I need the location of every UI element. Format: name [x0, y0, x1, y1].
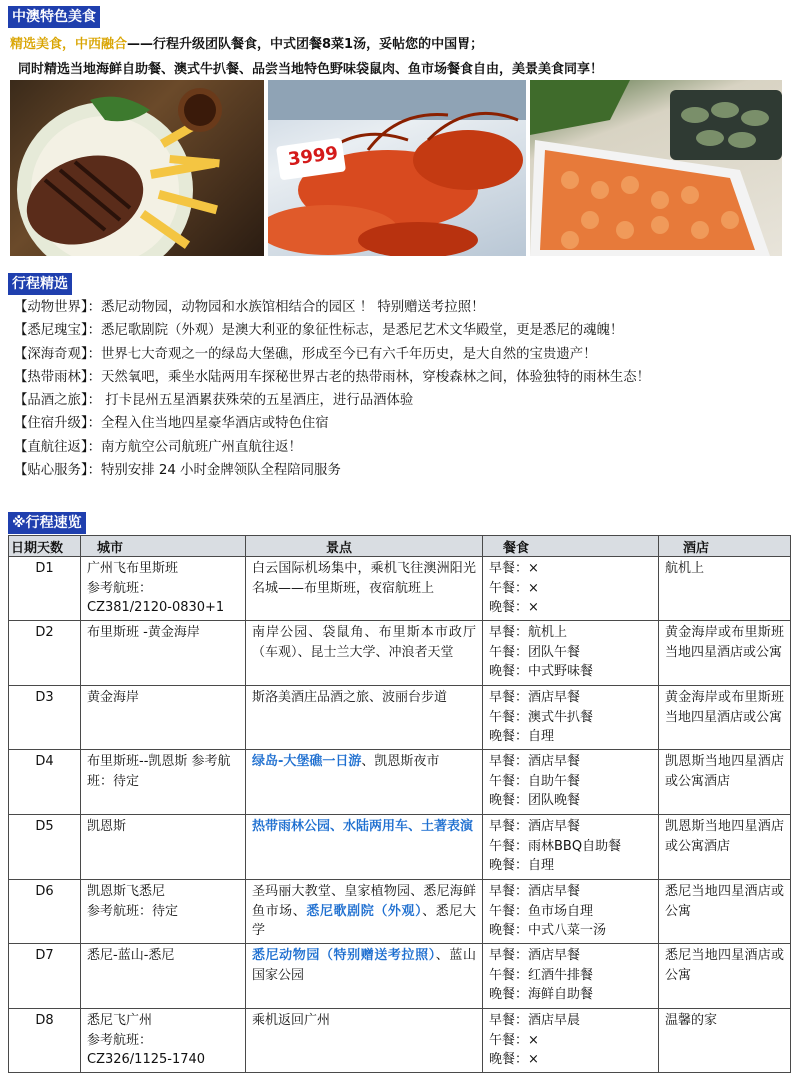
- meals-cell: [483, 621, 659, 686]
- highlights-list: [14, 296, 650, 482]
- city-line: 黄金海岸: [87, 690, 140, 705]
- city-line: 悉尼飞广州: [87, 1013, 153, 1028]
- hotel-cell: 悉尼当地四星酒店或公寓: [659, 944, 791, 1009]
- meal-line: 早餐：酒店早餐: [489, 948, 581, 963]
- list-item: 【热带雨林】：天然氧吧，乘坐水陆两用车探秘世界古老的热带雨林，穿梭森林之间，体验独特的雨林生态！: [14, 369, 651, 385]
- sights-featured: 绿岛-大堡礁一日游: [252, 754, 362, 769]
- hotel-cell: 凯恩斯当地四星酒店或公寓酒店: [659, 750, 791, 815]
- hotel-cell: 黄金海岸或布里斯班当地四星酒店或公寓: [659, 686, 791, 750]
- hotel-cell: 悉尼当地四星酒店或公寓: [659, 880, 791, 944]
- sights-cell: [246, 880, 483, 944]
- table-row: [9, 880, 791, 944]
- city-line: 广州飞布里斯班: [87, 561, 179, 576]
- sights-featured: 热带雨林公园、水陆两用车、土著表演: [252, 819, 474, 834]
- city-cell: [81, 621, 246, 686]
- header-meals: 餐食: [483, 536, 659, 557]
- city-cell: [81, 686, 246, 750]
- city-cell: [81, 815, 246, 880]
- meal-line: 早餐：航机上: [489, 625, 568, 640]
- meal-line: 晚餐：中式八菜一汤: [489, 923, 607, 939]
- sights-text: 圣玛丽大教堂、皇家植物园、悉尼海鲜鱼市场、: [252, 884, 476, 919]
- list-item: 【动物世界】：悉尼动物园，动物园和水族馆相结合的园区 ！ 特别赠送考拉照！: [14, 300, 485, 315]
- sights-cell: [246, 944, 483, 1009]
- day-cell: D5: [9, 815, 81, 880]
- food-intro-rest: ——行程升级团队餐食，中式团餐8菜1汤，妥帖您的中国胃；: [127, 37, 484, 52]
- sights-featured: 悉尼动物园（特别赠送考拉照）: [252, 948, 436, 963]
- table-header-row: [9, 536, 791, 557]
- list-item: 【深海奇观】：世界七大奇观之一的绿岛大堡礁，形成至今已有六千年历史，是大自然的宝贵遗产！: [14, 346, 597, 362]
- header-sights: 景点: [246, 536, 483, 557]
- day-cell: D2: [9, 621, 81, 686]
- day-cell: D3: [9, 686, 81, 750]
- meals-cell: [483, 880, 659, 944]
- hotel-cell: 航机上: [659, 557, 791, 621]
- header-day: 日期天数: [9, 536, 81, 557]
- hotel-cell: 温馨的家: [659, 1009, 791, 1073]
- meal-line: 早餐：酒店早餐: [489, 819, 581, 834]
- sights-cell: [246, 750, 483, 815]
- sights-text-after: 、凯恩斯夜市: [361, 754, 440, 769]
- itinerary-table: [8, 535, 791, 1073]
- sights-text: 乘机返回广州: [252, 1013, 331, 1028]
- table-row: [9, 686, 791, 750]
- meal-line: 午餐：自助午餐: [489, 773, 581, 789]
- meals-cell: [483, 1009, 659, 1073]
- city-cell: [81, 557, 246, 621]
- meal-line: 午餐：×: [489, 1032, 539, 1048]
- meals-cell: [483, 750, 659, 815]
- meal-line: 午餐：红酒牛排餐: [489, 967, 594, 983]
- meal-line: 晚餐：×: [489, 600, 539, 616]
- food-intro-line-2: 同时精选当地海鲜自助餐、澳式牛扒餐、品尝当地特色野味袋鼠肉、鱼市场餐食自由，美景美食同享！: [18, 62, 604, 77]
- meal-line: 午餐：团队午餐: [489, 644, 581, 660]
- city-cell: [81, 750, 246, 815]
- food-intro-line-1: [10, 33, 483, 52]
- list-item: 【品酒之旅】： 打卡昆州五星酒累获殊荣的五星酒庄，进行品酒体验: [14, 393, 414, 409]
- sights-featured: 悉尼歌剧院（外观）: [306, 903, 423, 919]
- meal-line: 午餐：×: [489, 580, 539, 596]
- meals-cell: [483, 944, 659, 1009]
- meal-line: 午餐：雨林BBQ自助餐: [489, 838, 622, 854]
- city-line: 参考航班：待定: [87, 903, 179, 919]
- meals-cell: [483, 815, 659, 880]
- list-item: 【直航往返】：南方航空公司航班广州直航往返！: [14, 439, 302, 455]
- city-cell: [81, 944, 246, 1009]
- table-row: [9, 557, 791, 621]
- sights-text: 白云国际机场集中，乘机飞往澳洲阳光名城——布里斯班，夜宿航班上: [252, 561, 476, 596]
- city-line: 布里斯班 -黄金海岸: [87, 625, 200, 640]
- day-cell: D1: [9, 557, 81, 621]
- sights-text-after: 、悉尼大学: [252, 903, 476, 939]
- table-row: [9, 815, 791, 880]
- day-cell: D4: [9, 750, 81, 815]
- city-cell: [81, 1009, 246, 1073]
- sights-cell: [246, 1009, 483, 1073]
- price-tag: 3999: [286, 142, 340, 171]
- food-photo-strip: [10, 80, 782, 256]
- highlights-section-title: 行程精选: [8, 273, 72, 295]
- meal-line: 早餐：酒店早晨: [489, 1013, 581, 1028]
- shrimp-buffet-photo: [530, 80, 782, 256]
- table-row: [9, 621, 791, 686]
- meal-line: 晚餐：自理: [489, 729, 555, 745]
- sights-text: 斯洛美酒庄品酒之旅、波丽台步道: [252, 690, 448, 705]
- header-hotel: 酒店: [659, 536, 791, 557]
- meals-cell: [483, 557, 659, 621]
- day-cell: D6: [9, 880, 81, 944]
- meal-line: 午餐：鱼市场自理: [489, 903, 594, 919]
- list-item: 【贴心服务】：特别安排 24 小时金牌领队全程陪同服务: [14, 463, 341, 479]
- meal-line: 早餐：酒店早餐: [489, 754, 581, 769]
- hotel-cell: 凯恩斯当地四星酒店或公寓酒店: [659, 815, 791, 880]
- table-row: [9, 944, 791, 1009]
- sights-cell: [246, 557, 483, 621]
- itinerary-section-title: ※行程速览: [8, 512, 86, 534]
- lobster-photo: [268, 80, 526, 256]
- meal-line: 晚餐：团队晚餐: [489, 793, 581, 809]
- sights-cell: [246, 686, 483, 750]
- food-intro-highlight: 精选美食，中西融合: [10, 37, 128, 52]
- city-cell: [81, 880, 246, 944]
- meal-line: 晚餐：自理: [489, 858, 555, 874]
- food-section-title: 中澳特色美食: [8, 6, 100, 28]
- meal-line: 午餐：澳式牛扒餐: [489, 709, 594, 725]
- city-line: 参考航班：: [87, 1032, 153, 1048]
- header-city: 城市: [81, 536, 246, 557]
- meal-line: 晚餐：×: [489, 1052, 539, 1068]
- steak-photo: [10, 80, 264, 256]
- sights-cell: [246, 621, 483, 686]
- table-row: [9, 1009, 791, 1073]
- day-cell: D7: [9, 944, 81, 1009]
- meal-line: 早餐：酒店早餐: [489, 884, 581, 899]
- sights-text: 南岸公园、袋鼠角、布里斯本市政厅（车观）、昆士兰大学、冲浪者天堂: [252, 625, 476, 660]
- meal-line: 晚餐：中式野味餐: [489, 664, 594, 680]
- city-line: 布里斯班--凯恩斯 参考航班：待定: [87, 754, 231, 789]
- meal-line: 早餐：×: [489, 561, 539, 576]
- meal-line: 早餐：酒店早餐: [489, 690, 581, 705]
- sights-text-after: 、蓝山国家公园: [252, 948, 476, 983]
- city-line: 凯恩斯飞悉尼: [87, 884, 166, 899]
- city-line: CZ381/2120-0830+1: [87, 600, 225, 616]
- list-item: 【悉尼瑰宝】：悉尼歌剧院（外观）是澳大利亚的象征性标志，是悉尼艺术文华殿堂，更是悉尼的魂魄！: [14, 323, 624, 339]
- city-line: 参考航班：: [87, 580, 153, 596]
- day-cell: D8: [9, 1009, 81, 1073]
- meal-line: 晚餐：海鲜自助餐: [489, 987, 594, 1003]
- city-line: 凯恩斯: [87, 819, 127, 834]
- list-item: 【住宿升级】：全程入住当地四星豪华酒店或特色住宿: [14, 416, 329, 432]
- hotel-cell: 黄金海岸或布里斯班当地四星酒店或公寓: [659, 621, 791, 686]
- city-line: CZ326/1125-1740: [87, 1052, 206, 1068]
- city-line: 悉尼-蓝山-悉尼: [87, 948, 175, 963]
- sights-cell: [246, 815, 483, 880]
- meals-cell: [483, 686, 659, 750]
- table-row: [9, 750, 791, 815]
